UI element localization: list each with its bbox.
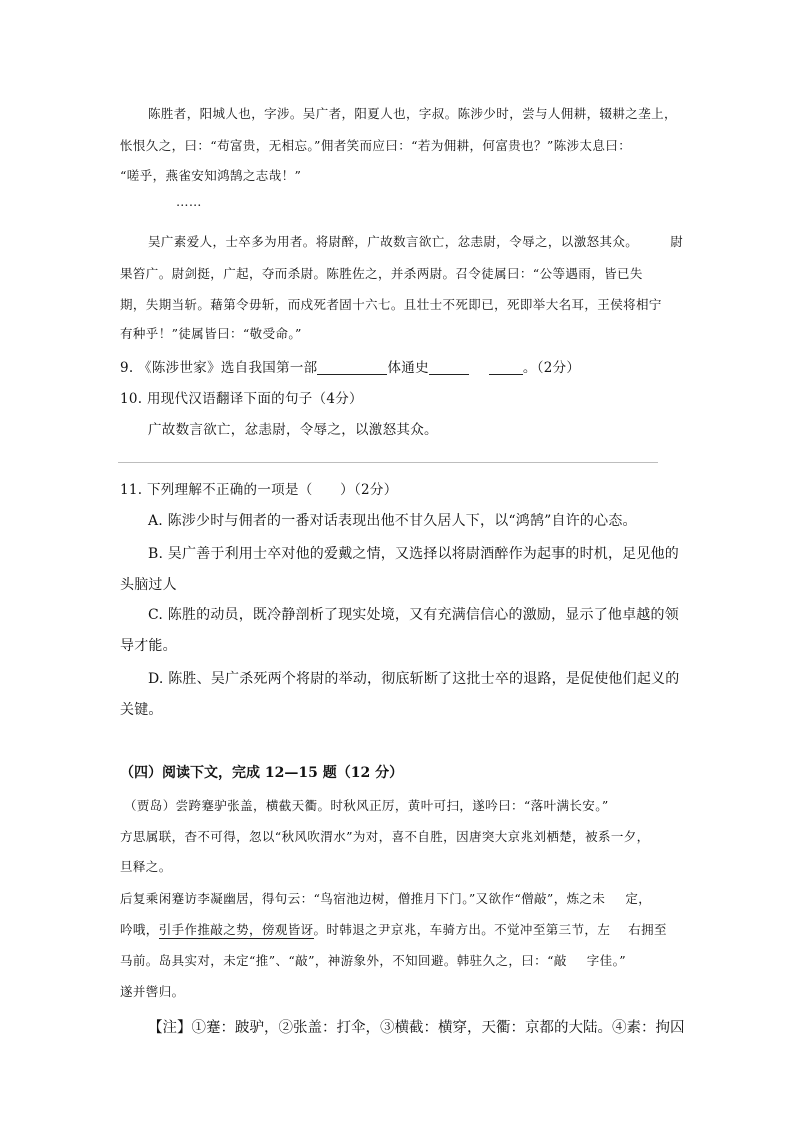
section-4-line-2: 方思属联，杳不可得，忽以“秋风吹渭水”为对，喜不自胜，因唐突大京兆刘栖楚，被系一夕，	[120, 829, 650, 844]
option-c-line-2: 导才能。	[120, 638, 177, 654]
section-4-line-6	[120, 951, 626, 969]
answer-divider	[118, 462, 658, 463]
section-4-line-4-tail: 定，	[625, 891, 652, 906]
underlined-sentence: 引手作推敲之势，傍观皆讶	[158, 922, 314, 937]
passage-line-7: 有种乎！”徒属皆曰：“敬受命。”	[120, 326, 302, 341]
passage-line-3: “嗟乎，燕雀安知鸿鹄之志哉！”	[120, 168, 302, 183]
option-d-line-1: D. 陈胜、吴广杀死两个将尉的举动，彻底斩断了这批士卒的退路，是促使他们起义的	[148, 671, 680, 687]
option-c-line-1: C. 陈胜的动员，既冷静剖析了现实处境，又有充满信信心的激励，显示了他卓越的领	[148, 607, 679, 623]
question-9-middle: 体通史	[387, 360, 429, 376]
question-11: 11. 下列理解不正确的一项是（ ）（2分）	[120, 482, 398, 498]
section-4-line-6-text: 马前。岛具实对，未定“推”、“敲”，神游象外，不知回避。韩驻久之，曰：“敲	[120, 953, 567, 968]
passage-line-4-tail: 尉	[670, 234, 684, 249]
footnote: 【注】①蹇：跛驴，②张盖：打伞，③横截：横穿，天衢：京都的大陆。④素：拘囚	[148, 1020, 685, 1036]
section-4-line-4-text: 后复乘闲蹇访李凝幽居，得句云：“鸟宿池边树，僧推月下门。”又欲作“僧敲”，炼之未	[120, 891, 606, 906]
answer-blank-9c[interactable]	[489, 360, 523, 375]
answer-blank-9b[interactable]	[429, 360, 469, 375]
passage-line-4-text: 吴广素爱人，士卒多为用者。将尉醉，广故数言欲亡，忿恚尉，令辱之，以激怒其众。	[148, 234, 639, 249]
section-4-line-1: （贾岛）尝跨蹇驴张盖，横截天衢。时秋风正厉，黄叶可扫，遂吟曰：“落叶满长安。”	[124, 798, 609, 813]
option-b-line-1: B. 吴广善于利用士卒对他的爱戴之情，又选择以将尉酒醉作为起事的时机，足见他的	[148, 546, 679, 562]
section-4-line-6-tail: 字佳。”	[586, 953, 627, 968]
section-4-line-5	[120, 920, 667, 938]
section-4-heading: （四）阅读下文，完成 12—15 题（12 分）	[120, 765, 404, 781]
question-9-end: 。（2分）	[522, 360, 581, 376]
option-a: A. 陈涉少时与佣者的一番对话表现出他不甘久居人下，以“鸿鹄”自许的心态。	[148, 513, 637, 529]
passage-line-5: 果笞广。尉剑挺，广起，夺而杀尉。陈胜佐之，并杀两尉。召令徒属曰：“公等遇雨，皆已失	[120, 266, 643, 281]
section-4-line-5-post: 。时韩退之尹京兆，车骑方出。不觉冲至第三节，左	[313, 922, 611, 937]
passage-ellipsis: ……	[176, 194, 202, 209]
passage-line-6: 期，失期当斩。藉第令毋斩，而戍死者固十六七。且壮士不死即已，死即举大名耳，王侯将相宁	[120, 297, 662, 312]
question-9	[120, 356, 580, 376]
option-b-line-2: 头脑过人	[120, 577, 177, 593]
section-4-line-3: 旦释之。	[120, 859, 172, 874]
passage-line-2: 怅恨久之，曰：“苟富贵，无相忘。”佣者笑而应曰：“若为佣耕，何富贵也？”陈涉太息曰：	[120, 138, 632, 153]
question-10-sentence: 广故数言欲亡，忿恚尉，令辱之，以激怒其众。	[148, 422, 438, 438]
option-d-line-2: 关键。	[120, 702, 163, 718]
section-4-line-5-pre: 吟哦，	[120, 922, 159, 937]
section-4-line-5-tail: 右拥至	[628, 922, 667, 937]
question-10: 10. 用现代汉语翻译下面的句子（4分）	[120, 391, 363, 407]
passage-line-4	[148, 232, 683, 250]
question-9-prefix: 9. 《陈涉世家》选自我国第一部	[120, 360, 318, 376]
passage-line-1: 陈胜者，阳城人也，字涉。吴广者，阳夏人也，字叔。陈涉少时，尝与人佣耕，辍耕之垄上，	[148, 106, 677, 121]
section-4-line-4	[120, 889, 651, 907]
answer-blank-9a[interactable]	[317, 360, 387, 375]
section-4-line-7: 遂并辔归。	[120, 984, 185, 999]
